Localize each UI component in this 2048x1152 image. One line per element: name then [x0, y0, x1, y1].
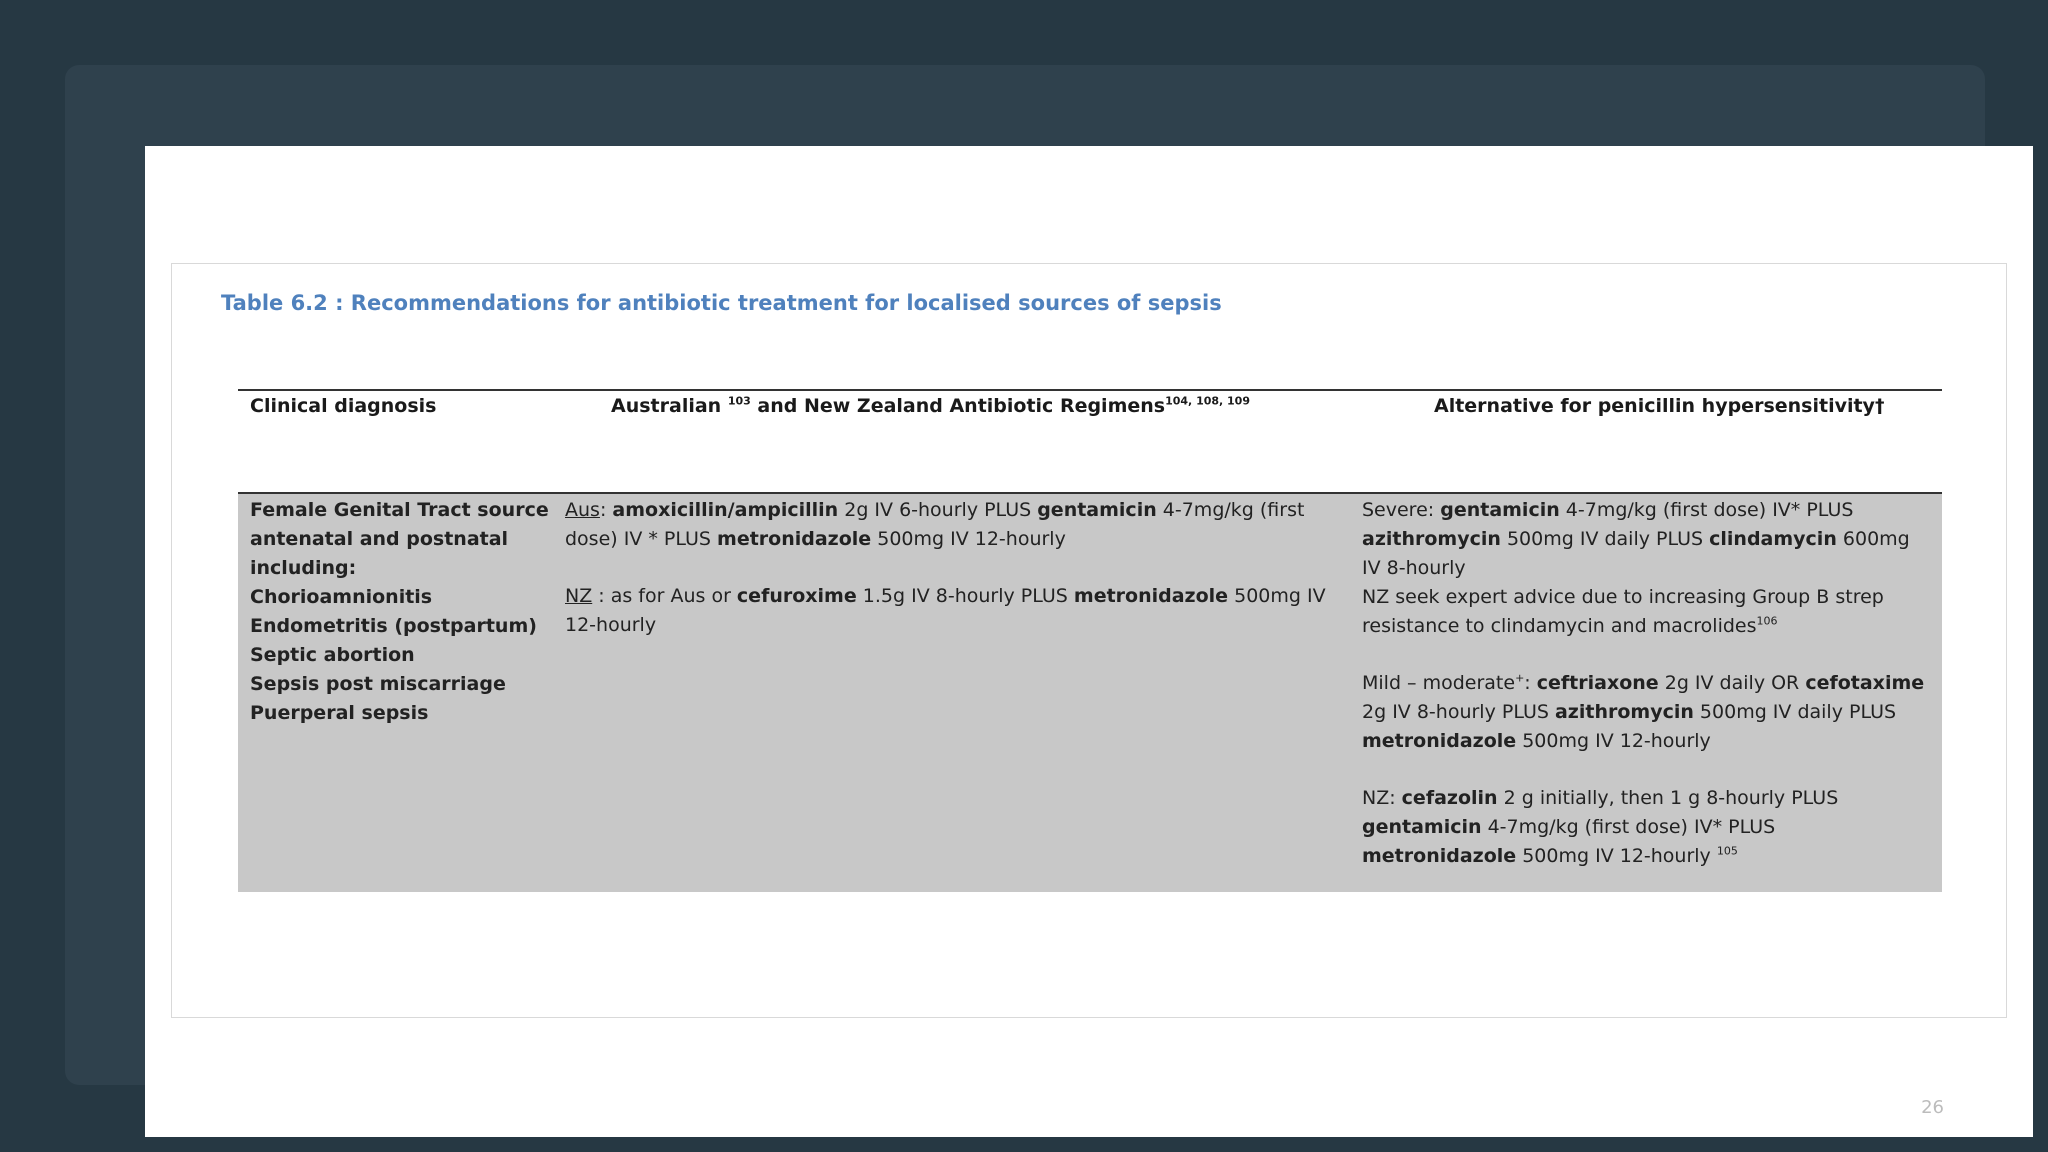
- aus-regimen: [565, 496, 1335, 554]
- header-regimens: [611, 395, 1250, 417]
- diagnosis-line: Puerperal sepsis: [250, 702, 429, 724]
- alt-text: NZ seek expert advice due to increasing Group B strep resistance to clindamycin and macrolides: [1362, 586, 1884, 637]
- antibiotic-table: [238, 389, 1942, 892]
- drug-name: cefuroxime: [736, 585, 857, 607]
- aus-label: Aus: [565, 499, 600, 521]
- alt-text: 4-7mg/kg (first dose) IV* PLUS: [1481, 816, 1776, 838]
- header-alternative: Alternative for penicillin hypersensitivity†: [1434, 395, 1885, 417]
- header-regimens-text-b: and New Zealand Antibiotic Regimens: [750, 395, 1166, 417]
- header-regimens-ref2: 104, 108, 109: [1165, 394, 1250, 408]
- table-header-row: [238, 389, 1942, 494]
- nz-text: 500mg IV 12-hourly: [565, 585, 1326, 636]
- mild-alternative: [1362, 669, 1932, 756]
- drug-name: azithromycin: [1362, 528, 1501, 550]
- alternative-cell: [1362, 496, 1932, 871]
- drug-name: clindamycin: [1709, 528, 1837, 550]
- nz-regimen: [565, 582, 1335, 640]
- aus-text: :: [599, 499, 613, 521]
- header-clinical-diagnosis: Clinical diagnosis: [250, 395, 437, 417]
- nz-alternative: [1362, 784, 1932, 871]
- alt-text: 2 g initially, then 1 g 8-hourly PLUS: [1497, 787, 1839, 809]
- drug-name: cefotaxime: [1805, 672, 1925, 694]
- diagnosis-line: Chorioamnionitis: [250, 586, 433, 608]
- nz-advice: [1362, 583, 1932, 641]
- alt-text: :: [1524, 672, 1537, 694]
- footnote-sup: +: [1515, 671, 1525, 685]
- nz-label: NZ: [565, 585, 593, 607]
- spacer: [1362, 756, 1932, 784]
- diagnosis-line: Endometritis (postpartum): [250, 615, 537, 637]
- severe-alternative: [1362, 496, 1932, 583]
- alt-text: 500mg IV daily PLUS: [1693, 701, 1897, 723]
- header-regimens-text-a: Australian: [611, 395, 728, 417]
- reference-sup: 105: [1716, 844, 1738, 858]
- aus-text: 2g IV 6-hourly PLUS: [838, 499, 1038, 521]
- drug-name: gentamicin: [1440, 499, 1560, 521]
- header-regimens-ref1: 103: [727, 394, 751, 408]
- diagnosis-cell: [250, 496, 550, 728]
- drug-name: gentamicin: [1362, 816, 1482, 838]
- alt-text: 4-7mg/kg (first dose) IV* PLUS: [1559, 499, 1854, 521]
- alt-text: 500mg IV 12-hourly: [1516, 845, 1717, 867]
- alt-text: 500mg IV 12-hourly: [1516, 730, 1711, 752]
- aus-text: 500mg IV 12-hourly: [871, 528, 1066, 550]
- diagnosis-line: Female Genital Tract source antenatal and postnatal including:: [250, 499, 549, 579]
- alt-text: Mild – moderate: [1362, 672, 1516, 694]
- drug-name: azithromycin: [1554, 701, 1694, 723]
- table-title: Table 6.2 : Recommendations for antibiotic treatment for localised sources of sepsis: [221, 291, 1222, 315]
- alt-text: 2g IV daily OR: [1658, 672, 1806, 694]
- drug-name: metronidazole: [1073, 585, 1229, 607]
- nz-text: : as for Aus or: [592, 585, 737, 607]
- diagnosis-line: Sepsis post miscarriage: [250, 673, 506, 695]
- alt-text: 600mg IV 8-hourly: [1362, 528, 1910, 579]
- reference-sup: 106: [1756, 614, 1778, 628]
- alt-text: 500mg IV daily PLUS: [1500, 528, 1710, 550]
- drug-name: metronidazole: [1362, 845, 1517, 867]
- drug-name: metronidazole: [1362, 730, 1517, 752]
- alt-text: Severe:: [1362, 499, 1441, 521]
- diagnosis-line: Septic abortion: [250, 644, 415, 666]
- aus-text: 4-7mg/kg (first dose) IV * PLUS: [565, 499, 1305, 550]
- alt-text: 2g IV 8-hourly PLUS: [1362, 701, 1555, 723]
- slide: [145, 146, 2033, 1137]
- drug-name: amoxicillin/ampicillin: [612, 499, 839, 521]
- table-card: [171, 263, 2007, 1018]
- regimens-cell: [565, 496, 1335, 640]
- slide-frame: [65, 65, 1985, 1118]
- nz-text: 1.5g IV 8-hourly PLUS: [856, 585, 1074, 607]
- alt-text: NZ:: [1362, 787, 1402, 809]
- page-number: 26: [1921, 1097, 1944, 1118]
- drug-name: cefazolin: [1401, 787, 1498, 809]
- drug-name: metronidazole: [717, 528, 872, 550]
- drug-name: gentamicin: [1037, 499, 1157, 521]
- drug-name: ceftriaxone: [1536, 672, 1659, 694]
- table-row: [238, 494, 1942, 892]
- spacer: [1362, 641, 1932, 669]
